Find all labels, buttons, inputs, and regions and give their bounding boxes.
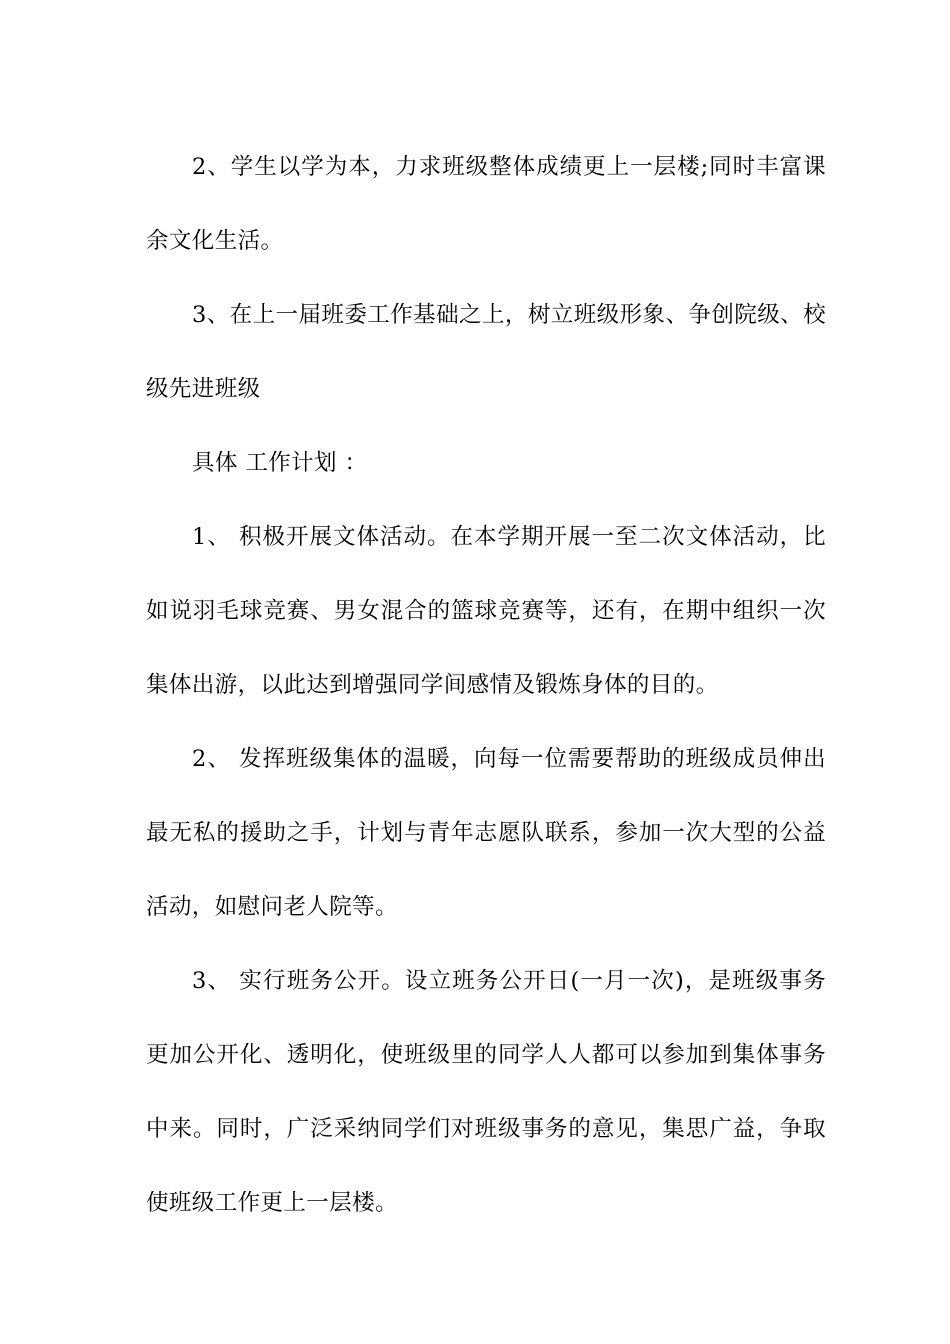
paragraph-plan-2: 2、 发挥班级集体的温暖，向每一位需要帮助的班级成员伸出最无私的援助之手，计划与青年志愿队联系，参加一次大型的公益活动，如慰问老人院等。 [146,746,826,920]
paragraph-goal-2: 2、学生以学为本，力求班级整体成绩更上一层楼;同时丰富课余文化生活。 [146,154,826,254]
document-body [146,130,826,1240]
paragraph-plan-1: 1、 积极开展文体活动。在本学期开展一至二次文体活动，比如说羽毛球竞赛、男女混合的篮球竞赛等，还有，在期中组织一次集体出游，以此达到增强同学间感情及锻炼身体的目的。 [146,524,826,698]
section-heading-work-plan: 具体 工作计划 ： [192,450,368,476]
paragraph-goal-3: 3、在上一届班委工作基础之上，树立班级形象、争创院级、校级先进班级 [146,302,826,402]
paragraph-plan-3: 3、 实行班务公开。设立班务公开日(一月一次)，是班级事务更加公开化、透明化，使班级里的同学人人都可以参加到集体事务中来。同时，广泛采纳同学们对班级事务的意见，集思广益，争取使班级工作更上一层楼。 [146,968,826,1216]
